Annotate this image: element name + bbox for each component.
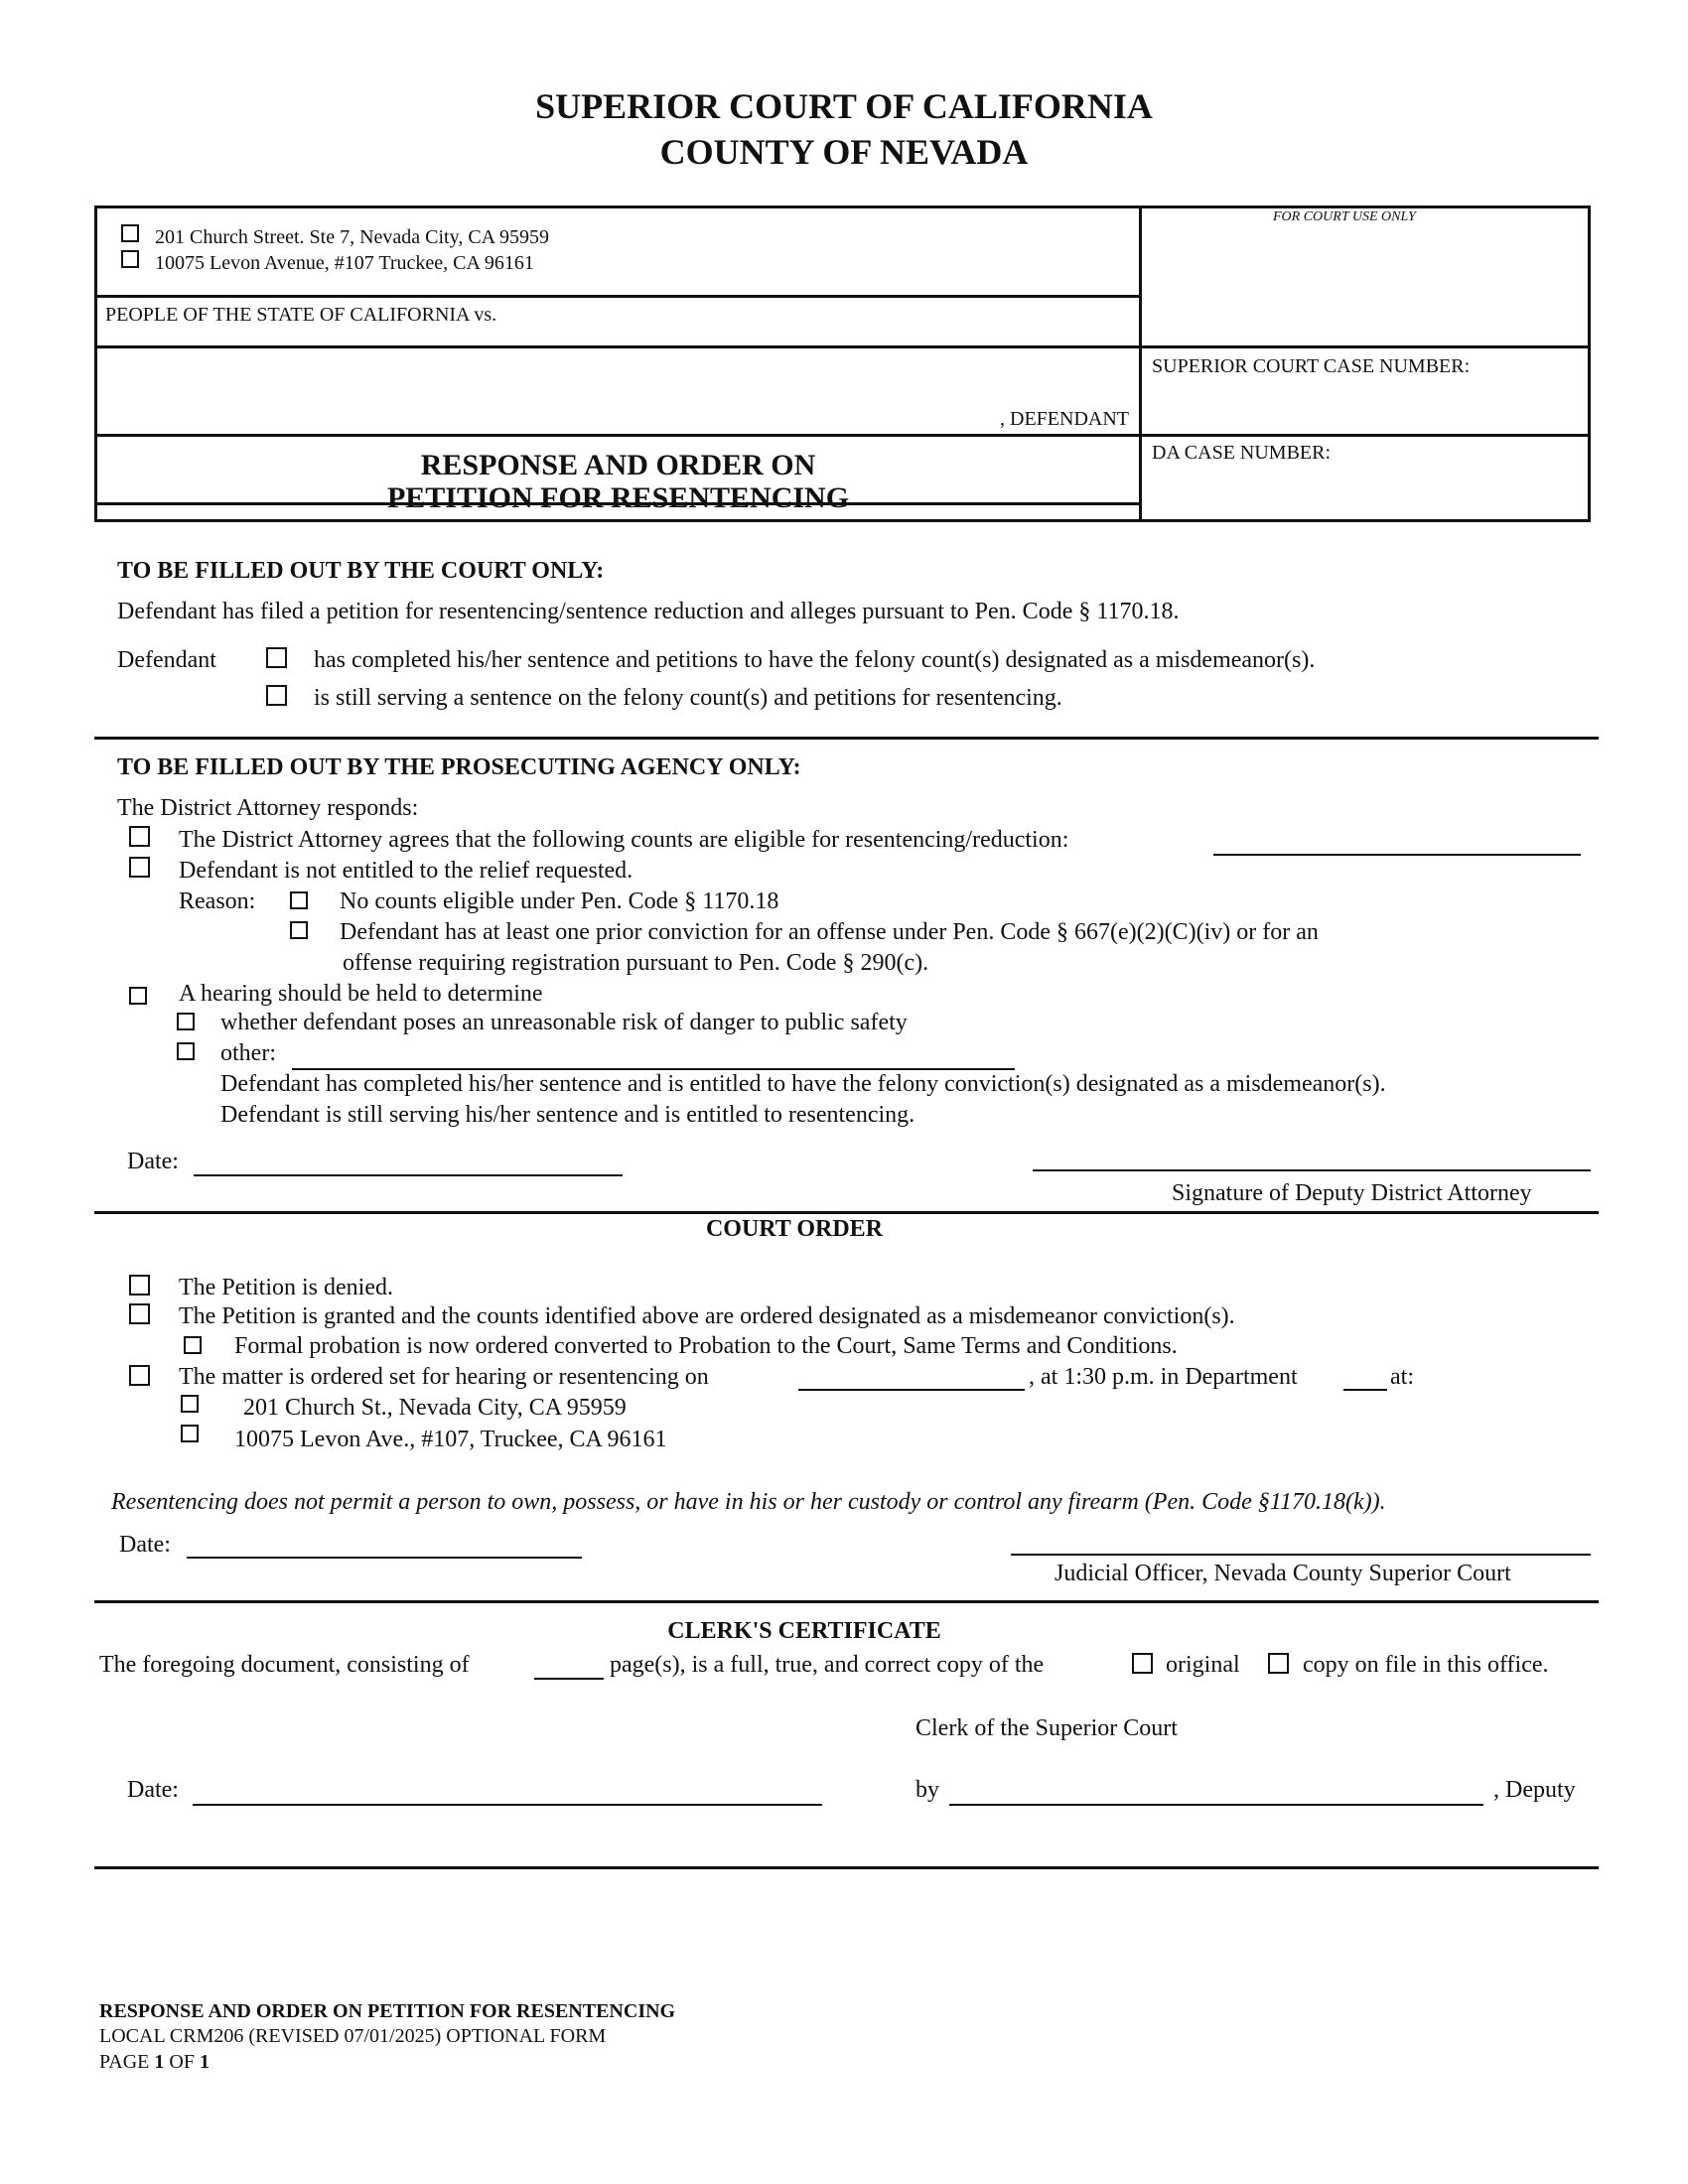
probation-converted-checkbox[interactable] — [184, 1336, 202, 1354]
department-input[interactable] — [1344, 1360, 1386, 1390]
petition-granted-checkbox[interactable] — [129, 1303, 150, 1324]
page-count-input[interactable] — [536, 1648, 602, 1678]
court-date-line — [187, 1557, 582, 1559]
eligible-counts-input[interactable] — [1216, 824, 1579, 854]
reason-label: Reason: — [179, 888, 256, 914]
firearm-notice: Resentencing does not permit a person to own, possess, or have in his or her custody or control any firearm (Pen. Code §1170.18(k)). — [111, 1489, 1386, 1515]
case-number-input[interactable] — [1152, 387, 1569, 423]
court-date-label: Date: — [119, 1532, 171, 1558]
da-signature-line — [1033, 1169, 1591, 1171]
prior-conviction-text-2: offense requiring registration pursuant to Pen. Code § 290(c). — [343, 950, 929, 976]
section-divider-1 — [94, 737, 1599, 740]
form-title-line1: RESPONSE AND ORDER ON — [420, 449, 816, 481]
copy-on-file-checkbox[interactable] — [1268, 1653, 1289, 1674]
church-street-checkbox[interactable] — [121, 224, 139, 242]
da-agrees-checkbox[interactable] — [129, 826, 150, 847]
deputy-signature-line — [949, 1804, 1483, 1806]
no-counts-eligible-text: No counts eligible under Pen. Code § 1170.18 — [340, 888, 779, 914]
hearing-time-text: , at 1:30 p.m. in Department — [1029, 1364, 1298, 1390]
case-number-label: SUPERIOR COURT CASE NUMBER: — [1152, 355, 1471, 377]
form-title-line2: PETITION FOR RESENTENCING — [386, 481, 850, 514]
hearing-ordered-text: The matter is ordered set for hearing or resentencing on — [179, 1364, 709, 1390]
church-st-location-text: 201 Church St., Nevada City, CA 95959 — [243, 1395, 627, 1421]
hearing-date-input[interactable] — [800, 1360, 1023, 1390]
hearing-checkbox[interactable] — [129, 987, 147, 1005]
judicial-signature-line — [1011, 1554, 1591, 1556]
still-serving-text: is still serving a sentence on the felony count(s) and petitions for resentencing. — [314, 685, 1062, 711]
defendant-label: Defendant — [117, 647, 216, 673]
other-label: other: — [220, 1040, 276, 1066]
section-divider-3 — [94, 1600, 1599, 1603]
no-counts-eligible-checkbox[interactable] — [290, 891, 308, 909]
completed-entitled-text: Defendant has completed his/her sentence and is entitled to have the felony conviction(s) designated as a misdemeanor(s). — [220, 1071, 1386, 1097]
da-date-input[interactable] — [197, 1146, 620, 1175]
levon-ave-location-checkbox[interactable] — [181, 1425, 199, 1442]
clerk-certificate-heading: CLERK'S CERTIFICATE — [667, 1618, 941, 1644]
footer-page-indicator — [99, 2051, 210, 2074]
not-entitled-text: Defendant is not entitled to the relief requested. — [179, 858, 633, 884]
petition-granted-text: The Petition is granted and the counts identified above are ordered designated as a misdemeanor conviction(s). — [179, 1303, 1235, 1329]
da-case-number-input[interactable] — [1152, 472, 1569, 507]
da-signature-label: Signature of Deputy District Attorney — [1172, 1180, 1532, 1206]
court-only-heading: TO BE FILLED OUT BY THE COURT ONLY: — [117, 558, 605, 584]
deputy-label: , Deputy — [1493, 1777, 1576, 1803]
levon-avenue-checkbox[interactable] — [121, 250, 139, 268]
hearing-ordered-checkbox[interactable] — [129, 1365, 150, 1386]
by-label: by — [915, 1777, 939, 1803]
caption-divider-3 — [94, 434, 1591, 437]
da-date-label: Date: — [127, 1149, 179, 1174]
judicial-officer-label: Judicial Officer, Nevada County Superior Court — [1055, 1561, 1511, 1586]
caption-bottom — [94, 519, 1591, 522]
clerk-of-court-label: Clerk of the Superior Court — [915, 1715, 1178, 1741]
eligible-counts-line — [1213, 854, 1581, 856]
petition-denied-text: The Petition is denied. — [179, 1275, 393, 1300]
people-vs-label: PEOPLE OF THE STATE OF CALIFORNIA vs. — [105, 304, 497, 326]
footer-form-number: LOCAL CRM206 (REVISED 07/01/2025) OPTIONAL FORM — [99, 2025, 607, 2047]
for-court-use-label: FOR COURT USE ONLY — [1273, 209, 1416, 224]
court-intro-text: Defendant has filed a petition for resentencing/sentence reduction and alleges pursuant to Pen. Code § 1170.18. — [117, 599, 1180, 624]
caption-divider-right-1 — [1139, 345, 1591, 348]
section-divider-2 — [94, 1211, 1599, 1214]
completed-sentence-checkbox[interactable] — [266, 647, 287, 668]
page-of: OF — [169, 2051, 195, 2073]
other-line — [292, 1068, 1015, 1070]
levon-ave-location-text: 10075 Levon Ave., #107, Truckee, CA 96161 — [234, 1427, 667, 1452]
deputy-signature-input[interactable] — [951, 1774, 1481, 1804]
other-checkbox[interactable] — [177, 1042, 195, 1060]
hearing-text: A hearing should be held to determine — [179, 981, 543, 1007]
da-agrees-text: The District Attorney agrees that the following counts are eligible for resentencing/reduction: — [179, 827, 1069, 853]
page-number: 1 — [154, 2051, 165, 2073]
probation-converted-text: Formal probation is now ordered converted to Probation to the Court, Same Terms and Conditions. — [234, 1333, 1178, 1359]
clerk-text-mid: page(s), is a full, true, and correct copy of the — [610, 1652, 1045, 1678]
hearing-at-text: at: — [1390, 1364, 1414, 1390]
da-responds-text: The District Attorney responds: — [117, 795, 419, 821]
clerk-date-input[interactable] — [195, 1774, 820, 1804]
original-label: original — [1166, 1652, 1240, 1678]
other-input[interactable] — [295, 1038, 1012, 1068]
clerk-date-label: Date: — [127, 1777, 179, 1803]
prior-conviction-checkbox[interactable] — [290, 921, 308, 939]
court-date-input[interactable] — [189, 1527, 580, 1557]
court-order-heading: COURT ORDER — [705, 1216, 884, 1242]
caption-divider-2 — [94, 345, 1142, 348]
original-checkbox[interactable] — [1132, 1653, 1153, 1674]
completed-sentence-text: has completed his/her sentence and petitions to have the felony count(s) designated as a misdemeanor(s). — [314, 647, 1316, 673]
page-prefix: PAGE — [99, 2051, 150, 2073]
page-total: 1 — [199, 2051, 210, 2073]
defendant-name-input[interactable] — [109, 362, 983, 402]
petition-denied-checkbox[interactable] — [129, 1275, 150, 1296]
prosecution-heading: TO BE FILLED OUT BY THE PROSECUTING AGENCY ONLY: — [117, 754, 801, 780]
copy-on-file-label: copy on file in this office. — [1303, 1652, 1549, 1678]
church-st-location-checkbox[interactable] — [181, 1395, 199, 1413]
still-serving-checkbox[interactable] — [266, 685, 287, 706]
clerk-text-prefix: The foregoing document, consisting of — [99, 1652, 470, 1678]
prior-conviction-text-1: Defendant has at least one prior conviction for an offense under Pen. Code § 667(e)(2)(C)(iv) or for an — [340, 919, 1319, 945]
address-2: 10075 Levon Avenue, #107 Truckee, CA 96161 — [155, 252, 534, 274]
footer-form-title: RESPONSE AND ORDER ON PETITION FOR RESENTENCING — [99, 2000, 676, 2022]
defendant-suffix: , DEFENDANT — [1000, 408, 1129, 430]
da-case-number-label: DA CASE NUMBER: — [1152, 442, 1332, 464]
page-count-line — [534, 1678, 604, 1680]
not-entitled-checkbox[interactable] — [129, 857, 150, 878]
risk-of-danger-text: whether defendant poses an unreasonable risk of danger to public safety — [220, 1010, 908, 1035]
clerk-date-line — [193, 1804, 822, 1806]
court-title: SUPERIOR COURT OF CALIFORNIA — [535, 86, 1153, 126]
address-1: 201 Church Street. Ste 7, Nevada City, CA 95959 — [155, 226, 549, 248]
caption-divider-1 — [94, 295, 1142, 298]
risk-of-danger-checkbox[interactable] — [177, 1013, 195, 1030]
county-title: COUNTY OF NEVADA — [659, 132, 1029, 172]
serving-entitled-text: Defendant is still serving his/her sentence and is entitled to resentencing. — [220, 1102, 915, 1128]
section-divider-4 — [94, 1866, 1599, 1869]
